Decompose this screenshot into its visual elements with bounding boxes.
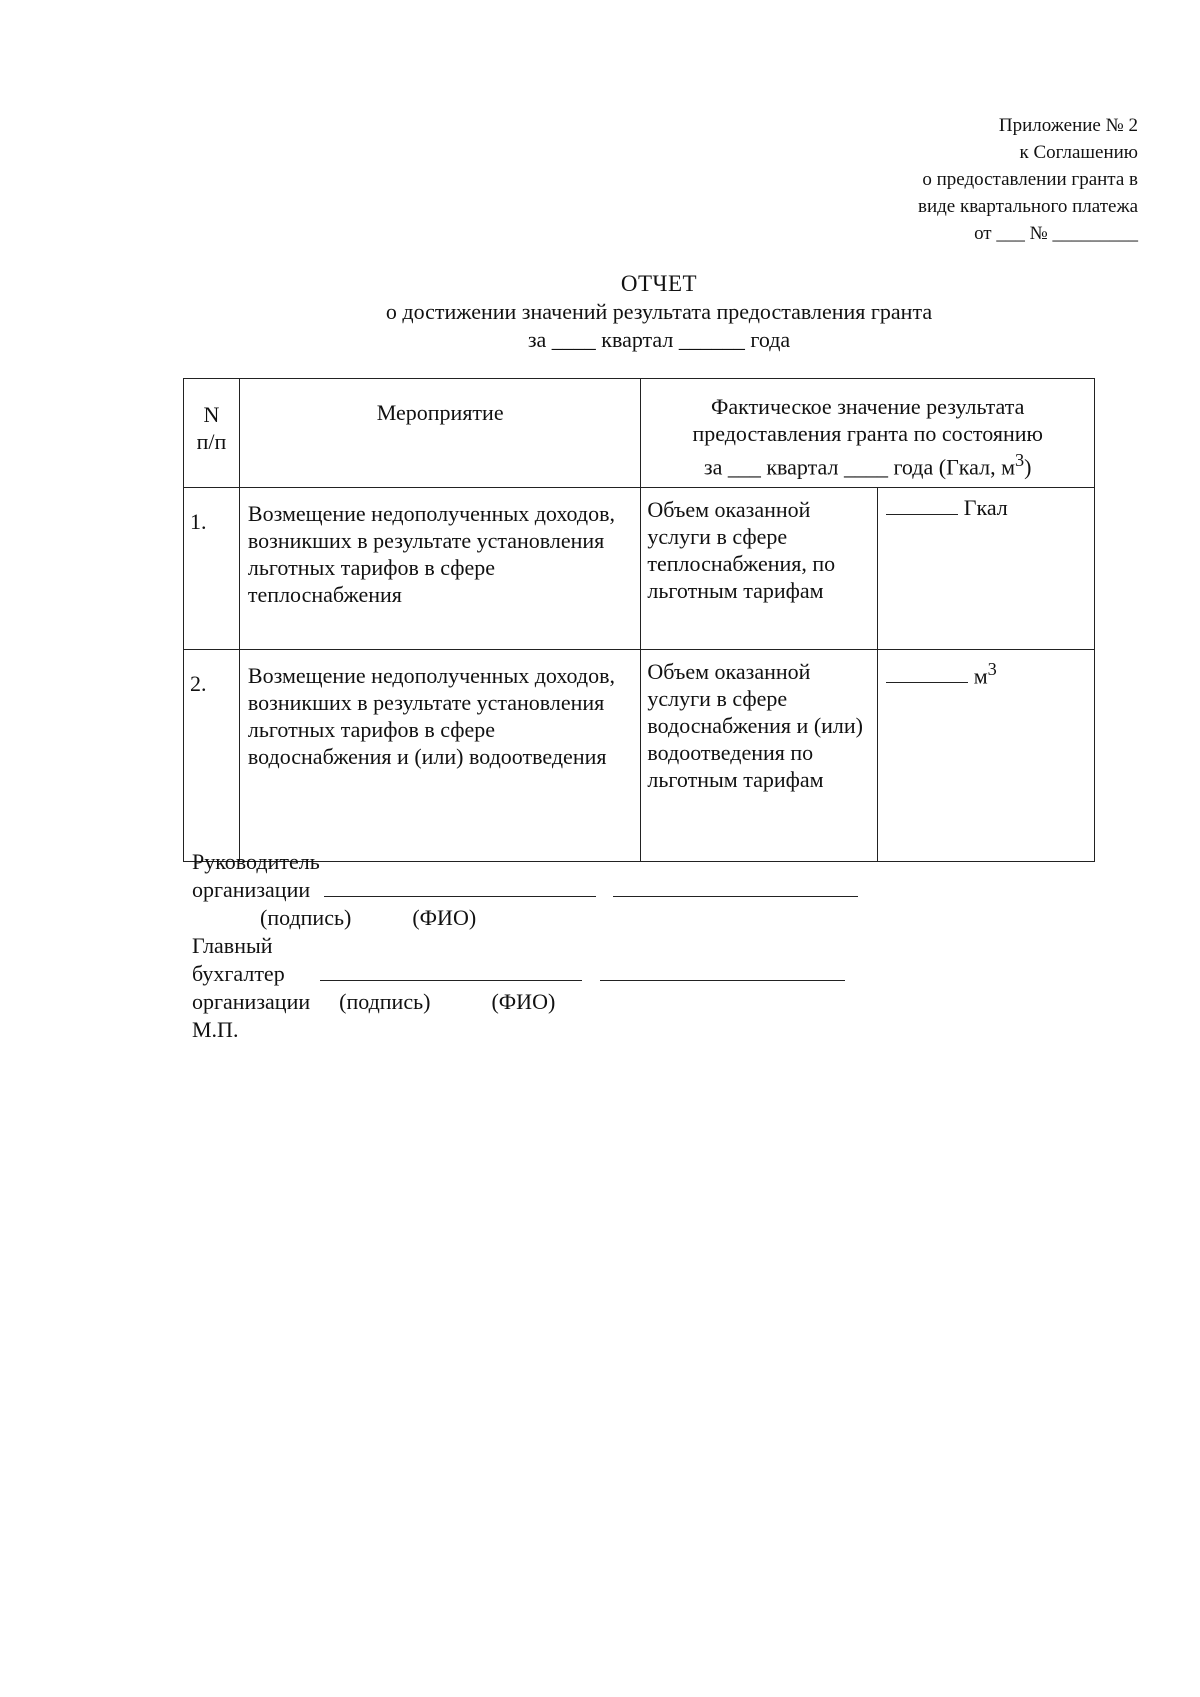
value-blank-line <box>886 664 968 683</box>
value-unit-superscript: 3 <box>987 659 997 679</box>
header-result-line2: предоставления гранта по состоянию <box>692 421 1043 446</box>
accountant-captions <box>192 988 858 1016</box>
header-result-line3-end: ) <box>1024 454 1032 480</box>
accountant-sign-caption: (подпись) <box>339 989 431 1014</box>
appendix-grant: о предоставлении гранта в <box>922 169 1138 190</box>
report-title: ОТЧЕТ <box>620 271 698 296</box>
seal-label: М.П. <box>192 1017 239 1042</box>
report-table <box>183 378 1095 862</box>
accountant-org-label: организации <box>192 989 311 1014</box>
table-row <box>184 650 1095 862</box>
header-number-n: N <box>203 402 220 427</box>
accountant-name-caption: (ФИО) <box>491 989 556 1014</box>
header-result-line3 <box>649 447 1086 480</box>
row-number: 1. <box>184 488 240 650</box>
report-period: за ____ квартал ______ года <box>527 327 791 352</box>
row-event: Возмещение недополученных доходов, возникших в результате установления льготных тарифов в сфере теплоснабжения <box>239 488 640 650</box>
header-event: Мероприятие <box>239 379 640 488</box>
row-indicator: Объем оказанной услуги в сфере теплоснабжения, по льготным тарифам <box>641 488 878 650</box>
head-signature-line <box>192 876 858 904</box>
head-sign-caption: (подпись) <box>260 905 352 930</box>
appendix-number: Приложение № 2 <box>998 115 1138 136</box>
head-name-caption: (ФИО) <box>412 905 477 930</box>
value-unit: Гкал <box>963 495 1008 520</box>
head-title-line: Руководитель <box>192 849 320 874</box>
head-org-label: организации <box>192 877 311 902</box>
header-number-pp: п/п <box>196 429 227 454</box>
value-blank-line <box>886 496 958 515</box>
header-result-line1: Фактическое значение результата <box>711 394 1025 419</box>
accountant-name-blank <box>600 962 845 981</box>
row-value <box>878 488 1095 650</box>
appendix-date-number: от ___ № _________ <box>974 223 1138 244</box>
appendix-payment: виде квартального платежа <box>917 196 1138 217</box>
signature-block <box>192 848 858 1044</box>
table-header-row <box>184 379 1095 488</box>
accountant-label: бухгалтер <box>192 961 285 986</box>
row-event: Возмещение недополученных доходов, возникших в результате установления льготных тарифов в сфере водоснабжения и (или) водоотведения <box>239 650 640 862</box>
header-result-superscript: 3 <box>1015 450 1025 470</box>
accountant-title-line: Главный <box>192 933 273 958</box>
row-indicator: Объем оказанной услуги в сфере водоснабжения и (или) водоотведения по льготным тарифам <box>641 650 878 862</box>
head-name-blank <box>613 878 858 897</box>
row-value <box>878 650 1095 862</box>
header-result-line3-text: за ___ квартал ____ года (Гкал, м <box>703 454 1015 480</box>
accountant-signature-blank <box>320 962 582 981</box>
header-number <box>184 379 240 488</box>
table-row <box>184 488 1095 650</box>
head-signature-blank <box>324 878 596 897</box>
row-number: 2. <box>184 650 240 862</box>
report-subtitle: о достижении значений результата предоставления гранта <box>385 299 933 324</box>
appendix-agreement: к Соглашению <box>1019 142 1138 163</box>
report-heading <box>0 270 1200 354</box>
header-result <box>641 379 1095 488</box>
value-unit: м <box>973 663 988 689</box>
accountant-signature-line <box>192 960 858 988</box>
appendix-reference <box>918 112 1138 247</box>
head-captions <box>192 904 858 932</box>
